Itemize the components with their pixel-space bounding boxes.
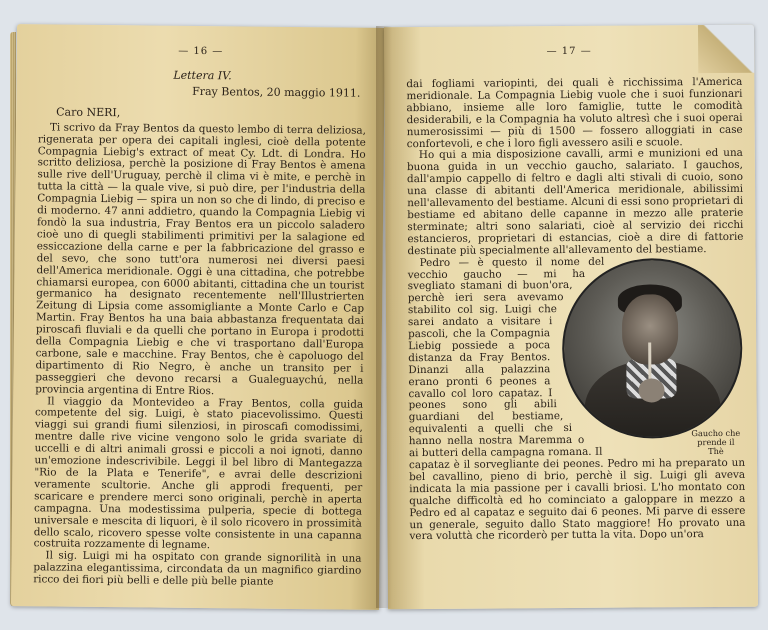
- paragraph: Il viaggio da Montevideo a Fray Bentos, colla guida competente del sig. Luigi, è stato piacevolissimo. Questi viaggi sui grandi fiumi silenziosi, in piroscafi comodissimi, mentre dalle rive vicine vengono solo le grida svariate di uccelli e di altri animali grossi e piccoli a noi ignoti, danno un'emozione indescrivibile. Leggi il bel libro di Mantegazza "Rio de la Plata e Tenerife", e avrai delle descrizioni veramente scultorie. Anche gli approdi frequenti, per scaricare e prendere merci sono originali, perchè in aperta campagna. Una modestissima pulperia, specie di bottega universale e mescita di liquori, è il solo ricovero in prossimità dello scalo, ricovero spesse volte consistente in una capanna costruita rozzamente di legname.: [33, 394, 364, 552]
- right-page: [384, 25, 758, 610]
- dateline: Fray Bentos, 20 maggio 1911.: [192, 84, 361, 100]
- portrait-mate-gourd: [638, 378, 664, 402]
- portrait-bombilla: [648, 342, 651, 382]
- letter-title: Lettera IV.: [173, 68, 232, 83]
- portrait-circle: [562, 257, 743, 438]
- paragraph: Il sig. Luigi mi ha ospitato con grande signorilità in una palazzina elegantissima, circondata da un magnifico giardino ricco dei fiori più belli e delle più belle piante: [33, 549, 362, 588]
- salutation: Caro NERI,: [56, 105, 121, 119]
- paragraph: Ti scrivo da Fray Bentos da questo lembo di terra deliziosa, rigenerata per opera dei capitali inglesi, cioè della potente Compagnia Liebig's extract of meat Cy. Ldt. di Londra. Ho scritto deliziosa, perchè la posizione di Fray Bentos è amena sulle rive dell'Uruguay, perchè il clima vi è mite, e perchè in tutta la città — la quale vive, si può dire, per l'industria della Compagnia Liebig — spira un non so che di lindo, di preciso e di moderno. 47 anni addietro, quando la Compagnia Liebig vi fondò la sua industria, Fray Bentos era un piccolo saladero cioè uno di quegli stabilimenti primitivi per la salagione ed essiccazione della carne e per la fabbricazione del grasso e del sevo, che sono tutt'ora numerosi nei diversi paesi dell'America meridionale. Oggi è una cittadina, che potrebbe chiamarsi europea, con 6000 abitanti, cittadina che un tourist germanico ha designato recentemente nell'Illustrierten Zeitung di Lipsia come assomigliante a Monte Carlo e Cap Martin. Fray Bentos ha una baia abbastanza frequentata dai piroscafi fluviali e da quelli che portano in Europa i prodotti della Compagnia Liebig e che vi trasportano dall'Europa carbone, sale e macchine. Fray Bentos, che è capoluogo del dipartimento di Rio Negro, è anche un transito per i passeggieri che devono recarsi a Gualeguaychú, nella provincia argentina di Entre Rios.: [35, 121, 367, 397]
- open-booklet: [8, 26, 760, 608]
- left-page-number: — 16 —: [178, 45, 224, 58]
- gaucho-portrait-photo: [556, 257, 745, 458]
- photo-caption: Gaucho che prende il Thè: [691, 427, 741, 456]
- paragraph: Pedro — è questo il nome del vecchio gaucho — mi ha svegliato stamani di buon'ora, perchè ieri sera avevamo stabilito col sig. Luigi che sarei andato a visitare i pascoli, che la Compagnia Liebig possiede a poca distanza da Fray Bentos. Dinanzi alla palazzina erano pronti 6 peones a cavallo col loro capataz. I peones sono gli abili guardiani del bestiame, equivalenti a quelli che si hanno nella nostra Maremma o ai butteri della campagna romana. Il capataz è il sorvegliante dei peones. Pedro mi ha preparato un bel cavallino, pieno di brio, perchè il sig. Luigi gli aveva indicata la mia passione per i cavalli briosi. L'ho montato con qualche difficoltà ed ho cominciato a galoppare in mezzo a Pedro ed al capataz e seguito dai 6 peones. Mi parve di essere un generale, seguito dallo Stato maggiore! Ho provato una vera voluttà che ricorderò per tutta la vita. Dopo un'ora: [407, 255, 746, 543]
- gutter-shadow: [376, 26, 392, 608]
- left-page: [11, 24, 385, 610]
- right-page-text: [406, 77, 745, 544]
- left-page-text: [33, 68, 366, 589]
- paragraph: dai fogliami variopinti, dei quali è ricchissima l'America meridionale. La Compagnia Liebig vuole che i suoi funzionari abbiano, insieme alle loro famiglie, tutte le comodità desiderabili, e la Compagnia ha voluto altresì che i suoi operai numerosissimi — più di 1500 — fossero alloggiati in case confortevoli, e che i loro figli avessero asili e scuole.: [406, 75, 743, 150]
- right-page-number: — 17 —: [546, 45, 592, 58]
- paragraph: Ho qui a mia disposizione cavalli, armi e munizioni ed una buona guida in un vecchio gaucho, salariato. I gauchos, dall'ampio cappello di feltro e dagli alti stivali di cuoio, sono una classe di abitanti dell'America meridionale, abilissimi nell'allevamento del bestiame. Alcuni di essi sono proprietari di bestiame ed abitano delle capanne in mezzo alle praterie sterminate; altri sono salariati, cioè al servizio dei ricchi estancieros, proprietari di estancias, cioè a dire di fattorie destinate più specialmente all'allevamento del bestiame.: [406, 147, 744, 257]
